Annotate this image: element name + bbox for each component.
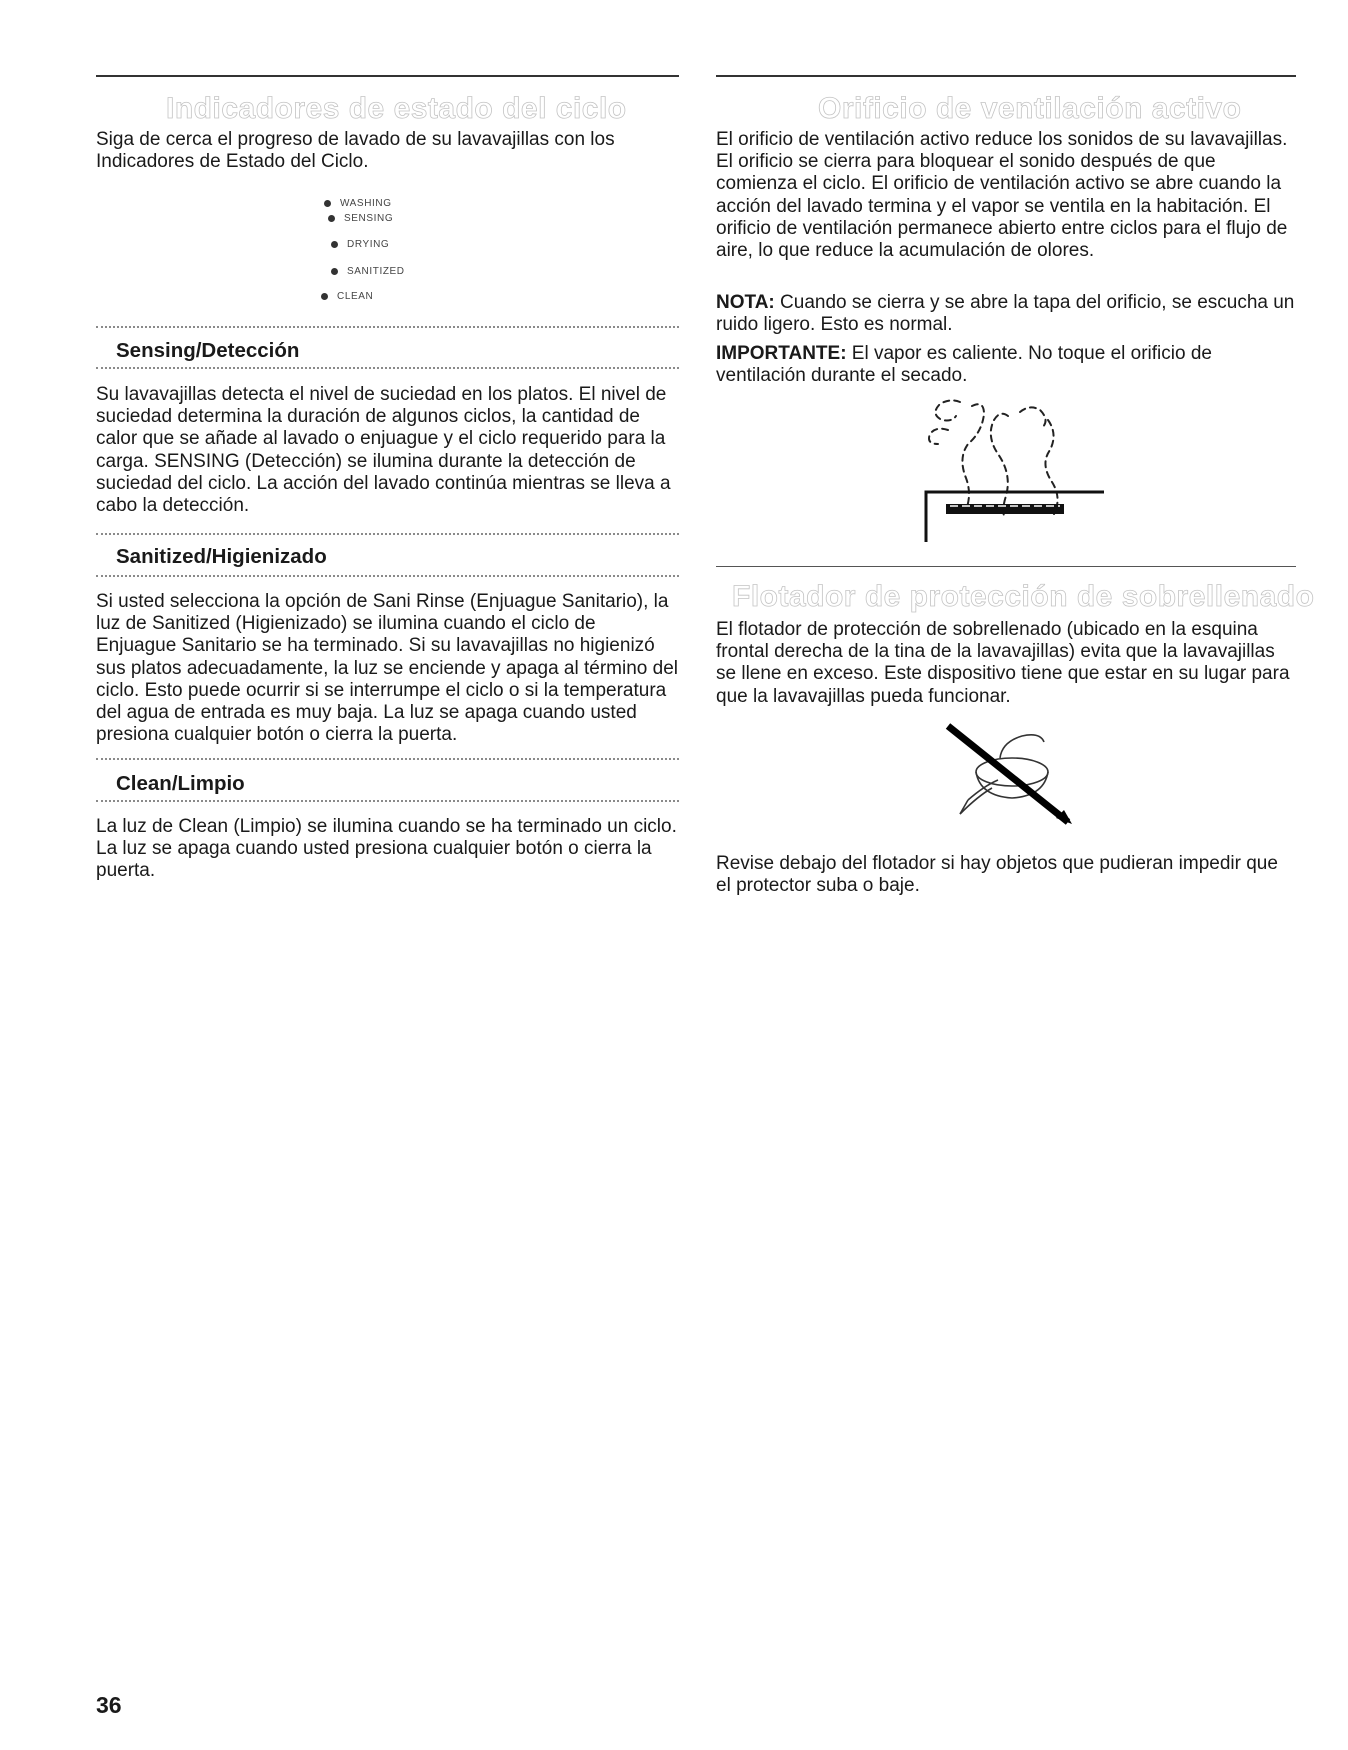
clean-body: La luz de Clean (Limpio) se ilumina cuando se ha terminado un ciclo. La luz se apaga cuando usted presiona cualquier botón o cierra la puerta.	[96, 816, 677, 882]
indicator-label: SANITIZED	[347, 266, 405, 277]
important-label: IMPORTANTE:	[716, 343, 847, 364]
indicator-clean	[321, 291, 373, 302]
indicator-dot-icon	[324, 200, 331, 207]
indicator-dot-icon	[331, 268, 338, 275]
indicator-washing	[324, 198, 392, 209]
sensing-body: Su lavavajillas detecta el nivel de suciedad en los platos. El nivel de suciedad determina la duración de algunos ciclos, la cantidad de calor que se añade al lavado o enjuague y el ciclo requerido para la carga. SENSING (Detección) se ilumina durante la detección de suciedad del ciclo. La acción del lavado continúa mientras se lleva a cabo la detección.	[96, 384, 671, 517]
page-number: 36	[96, 1692, 122, 1718]
note-text: Cuando se cierra y se abre la tapa del orificio, se escucha un ruido ligero. Esto es normal.	[716, 292, 1295, 336]
left-top-rule	[96, 75, 679, 77]
divider-dotted	[96, 758, 679, 760]
steam-vent-illustration	[900, 392, 1130, 544]
indicator-dot-icon	[331, 241, 338, 248]
indicator-label: CLEAN	[337, 291, 374, 302]
clean-heading: Clean/Limpio	[116, 772, 245, 795]
indicator-sanitized	[331, 266, 405, 277]
indicator-dot-icon	[321, 293, 328, 300]
divider-dotted	[96, 533, 679, 535]
float-body: El flotador de protección de sobrellenado (ubicado en la esquina frontal derecha de la tina de la lavavajillas) evita que la lavavajillas se llene en exceso. Este dispositivo tiene que estar en su lugar para que la lavavajillas pueda funcionar.	[716, 619, 1290, 707]
divider-dotted	[96, 367, 679, 369]
indicator-label: WASHING	[340, 198, 392, 209]
vent-important	[716, 343, 1296, 387]
sanitized-body: Si usted selecciona la opción de Sani Rinse (Enjuague Sanitario), la luz de Sanitized (Higienizado) se ilumina cuando el ciclo de Enjuague Sanitario se ha terminado. Si su lavavajillas no higienizó sus platos adecuadamente, la luz se enciende y apaga al término del ciclo. Esto puede ocurrir si se interrumpe el ciclo o si la temperatura del agua de entrada es muy baja. La luz se apaga cuando usted presiona cualquier botón o cierra la puerta.	[96, 591, 678, 746]
indicator-label: SENSING	[344, 213, 394, 224]
float-title: Flotador de protección de sobrellenado	[732, 580, 1315, 613]
vent-housing-line	[926, 492, 1104, 542]
important-text: El vapor es caliente. No toque el orificio de ventilación durante el secado.	[716, 343, 1212, 387]
divider-dotted	[96, 326, 679, 328]
vent-note	[716, 292, 1296, 336]
divider-dotted	[96, 800, 679, 802]
indicator-drying	[331, 239, 389, 250]
right-top-rule	[716, 75, 1296, 77]
float-illustration	[940, 722, 1080, 834]
vent-title: Orificio de ventilación activo	[818, 92, 1242, 125]
cycle-status-title: Indicadores de estado del ciclo	[166, 92, 627, 125]
indicator-label: DRYING	[347, 239, 390, 250]
note-label: NOTA:	[716, 292, 775, 313]
right-mid-rule	[716, 566, 1296, 567]
divider-dotted	[96, 575, 679, 577]
indicator-dot-icon	[328, 215, 335, 222]
sanitized-heading: Sanitized/Higienizado	[116, 545, 327, 568]
indicator-sensing	[328, 213, 393, 224]
vent-body: El orificio de ventilación activo reduce los sonidos de su lavavajillas. El orificio se cierra para bloquear el sonido después de que comienza el ciclo. El orificio de ventilación activo se abre cuando la acción del lavado termina y el vapor se ventila en la habitación. El orificio de ventilación permanece abierto entre ciclos para el flujo de aire, lo que reduce la acumulación de olores.	[716, 129, 1288, 262]
sensing-heading: Sensing/Detección	[116, 339, 300, 362]
cycle-status-intro: Siga de cerca el progreso de lavado de su lavavajillas con los Indicadores de Estado del Ciclo.	[96, 129, 615, 173]
float-after: Revise debajo del flotador si hay objetos que pudieran impedir que el protector suba o baje.	[716, 853, 1278, 897]
